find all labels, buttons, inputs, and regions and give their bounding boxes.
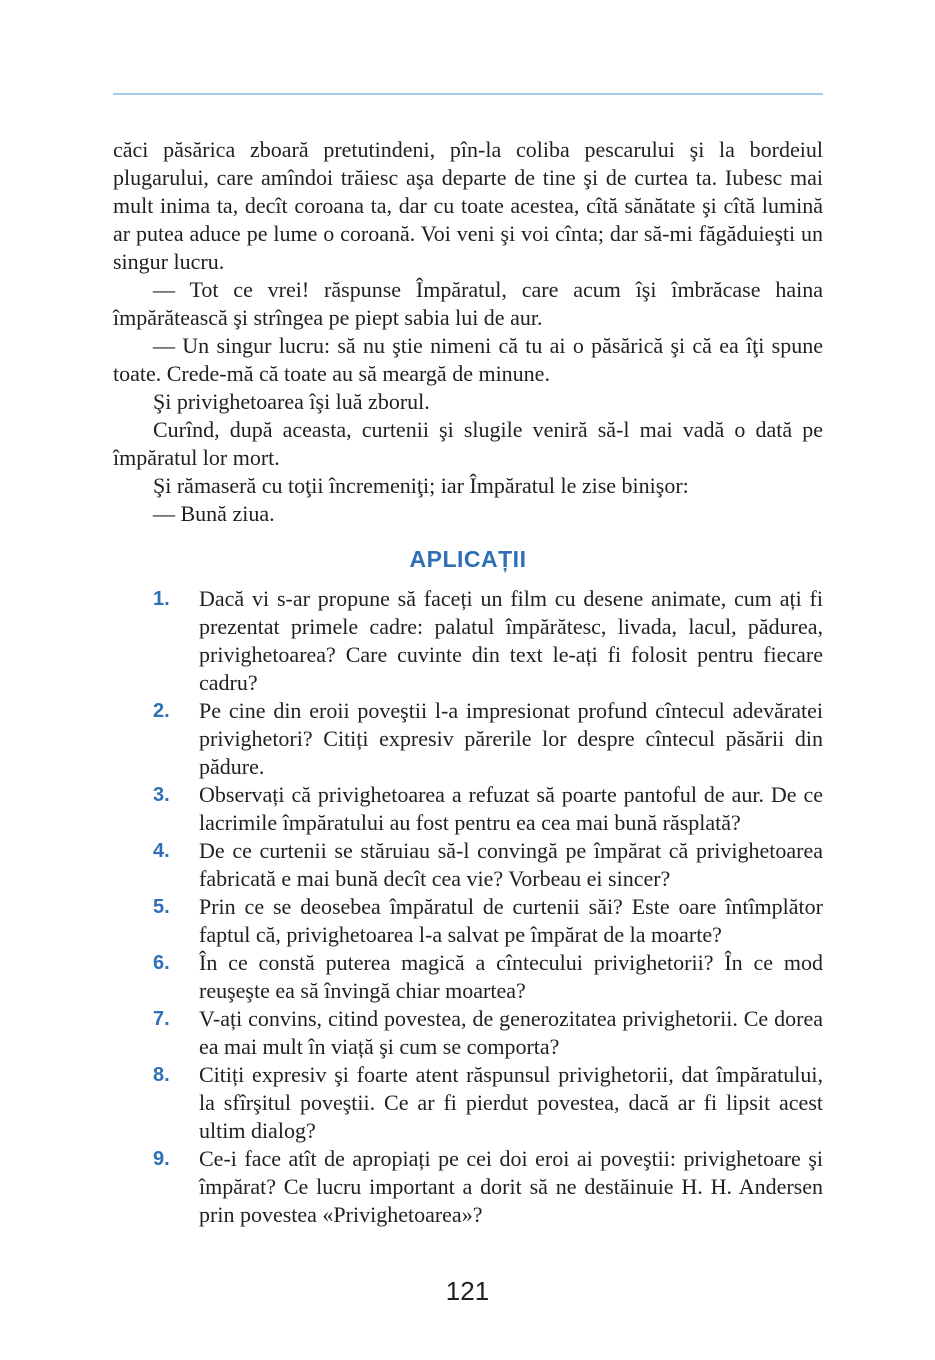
story-paragraph: — Tot ce vrei! răspunse Împăratul, care acum îşi îmbrăcase haina împărătească şi strîngea pe piept sabia lui de aur.: [113, 277, 823, 330]
question-number: 2.: [153, 700, 170, 722]
question-item: [113, 697, 823, 781]
question-item: [113, 1145, 823, 1229]
question-number: 8.: [153, 1064, 170, 1086]
question-item: [113, 893, 823, 949]
question-item: [113, 837, 823, 893]
question-text: De ce curtenii se stăruiau să-l convingă pe împărat că privighetoarea fabricată e mai bună decît cea vie? Vorbeau ei sincer?: [199, 838, 823, 891]
question-number: 5.: [153, 896, 170, 918]
story-paragraph: — Bună ziua.: [153, 501, 275, 526]
question-text: Pe cine din eroii poveştii l-a impresionat profund cîntecul adevăratei privighetori? Citiți expresiv părerile lor despre cîntecul păsării din pădure.: [199, 698, 823, 779]
question-text: Citiți expresiv şi foarte atent răspunsul privighetorii, dat împăratului, la sfîrşitul poveştii. Ce ar fi pierdut povestea, dacă ar fi lipsit acest ultim dialog?: [199, 1062, 823, 1143]
questions-list: [113, 585, 823, 1229]
question-item: [113, 1005, 823, 1061]
question-text: Ce-i face atît de apropiați pe cei doi eroi ai poveştii: privighetoare şi împărat? Ce lucru important a dorit să ne destăinuie H. H. Andersen prin povestea «Privighetoarea»?: [199, 1146, 823, 1227]
story-paragraph: Şi rămaseră cu toţii încremeniţi; iar Împăratul le zise binişor:: [153, 473, 689, 498]
question-number: 3.: [153, 784, 170, 806]
question-item: [113, 949, 823, 1005]
page-content: [113, 136, 823, 1229]
question-item: [113, 781, 823, 837]
question-number: 6.: [153, 952, 170, 974]
question-text: În ce constă puterea magică a cîntecului privighetorii? În ce mod reuşeşte ea să învingă chiar moartea?: [199, 950, 823, 1003]
question-text: Observați că privighetoarea a refuzat să poarte pantoful de aur. De ce lacrimile împăratului au fost pentru ea cea mai bună răsplată?: [199, 782, 823, 835]
story-paragraph: căci păsărica zboară pretutindeni, pîn-la coliba pescarului şi la bordeiul plugarului, care amîndoi trăiesc aşa departe de tine şi de curtea ta. Iubesc mai mult inima ta, decît coroana ta, dar cu toate acestea, cîtă sănătate şi cîtă lumină ar putea aduce pe lume o coroană. Voi veni şi voi cînta; dar să-mi făgăduieşti un singur lucru.: [113, 137, 823, 274]
question-text: Prin ce se deosebea împăratul de curtenii săi? Este oare întîmplător faptul că, privighetoarea l-a salvat pe împărat de la moarte?: [199, 894, 823, 947]
question-text: V-ați convins, citind povestea, de generozitatea privighetorii. Ce dorea ea mai mult în viață şi cum se comporta?: [199, 1006, 823, 1059]
question-text: Dacă vi s-ar propune să faceți un film cu desene animate, cum ați fi prezentat primele cadre: palatul împărătesc, livada, lacul, pădurea, privighetoarea? Care cuvinte din text le-ați fi folosit pentru fiecare cadru?: [199, 586, 823, 695]
story-paragraph: Curînd, după aceasta, curtenii şi slugile veniră să-l mai vadă o dată pe împăratul lor mort.: [113, 417, 823, 470]
page-number: 121: [445, 1276, 490, 1306]
section-heading: APLICAȚII: [409, 546, 527, 572]
story-paragraph: Şi privighetoarea îşi luă zborul.: [153, 389, 430, 414]
question-item: [113, 585, 823, 697]
question-number: 1.: [153, 588, 170, 610]
question-number: 7.: [153, 1008, 170, 1030]
question-number: 9.: [153, 1148, 170, 1170]
header-rule: [113, 93, 823, 95]
question-item: [113, 1061, 823, 1145]
question-number: 4.: [153, 840, 170, 862]
story-paragraph: — Un singur lucru: să nu ştie nimeni că tu ai o păsărică şi că ea îţi spune toate. Crede-mă că toate au să meargă de minune.: [113, 333, 823, 386]
